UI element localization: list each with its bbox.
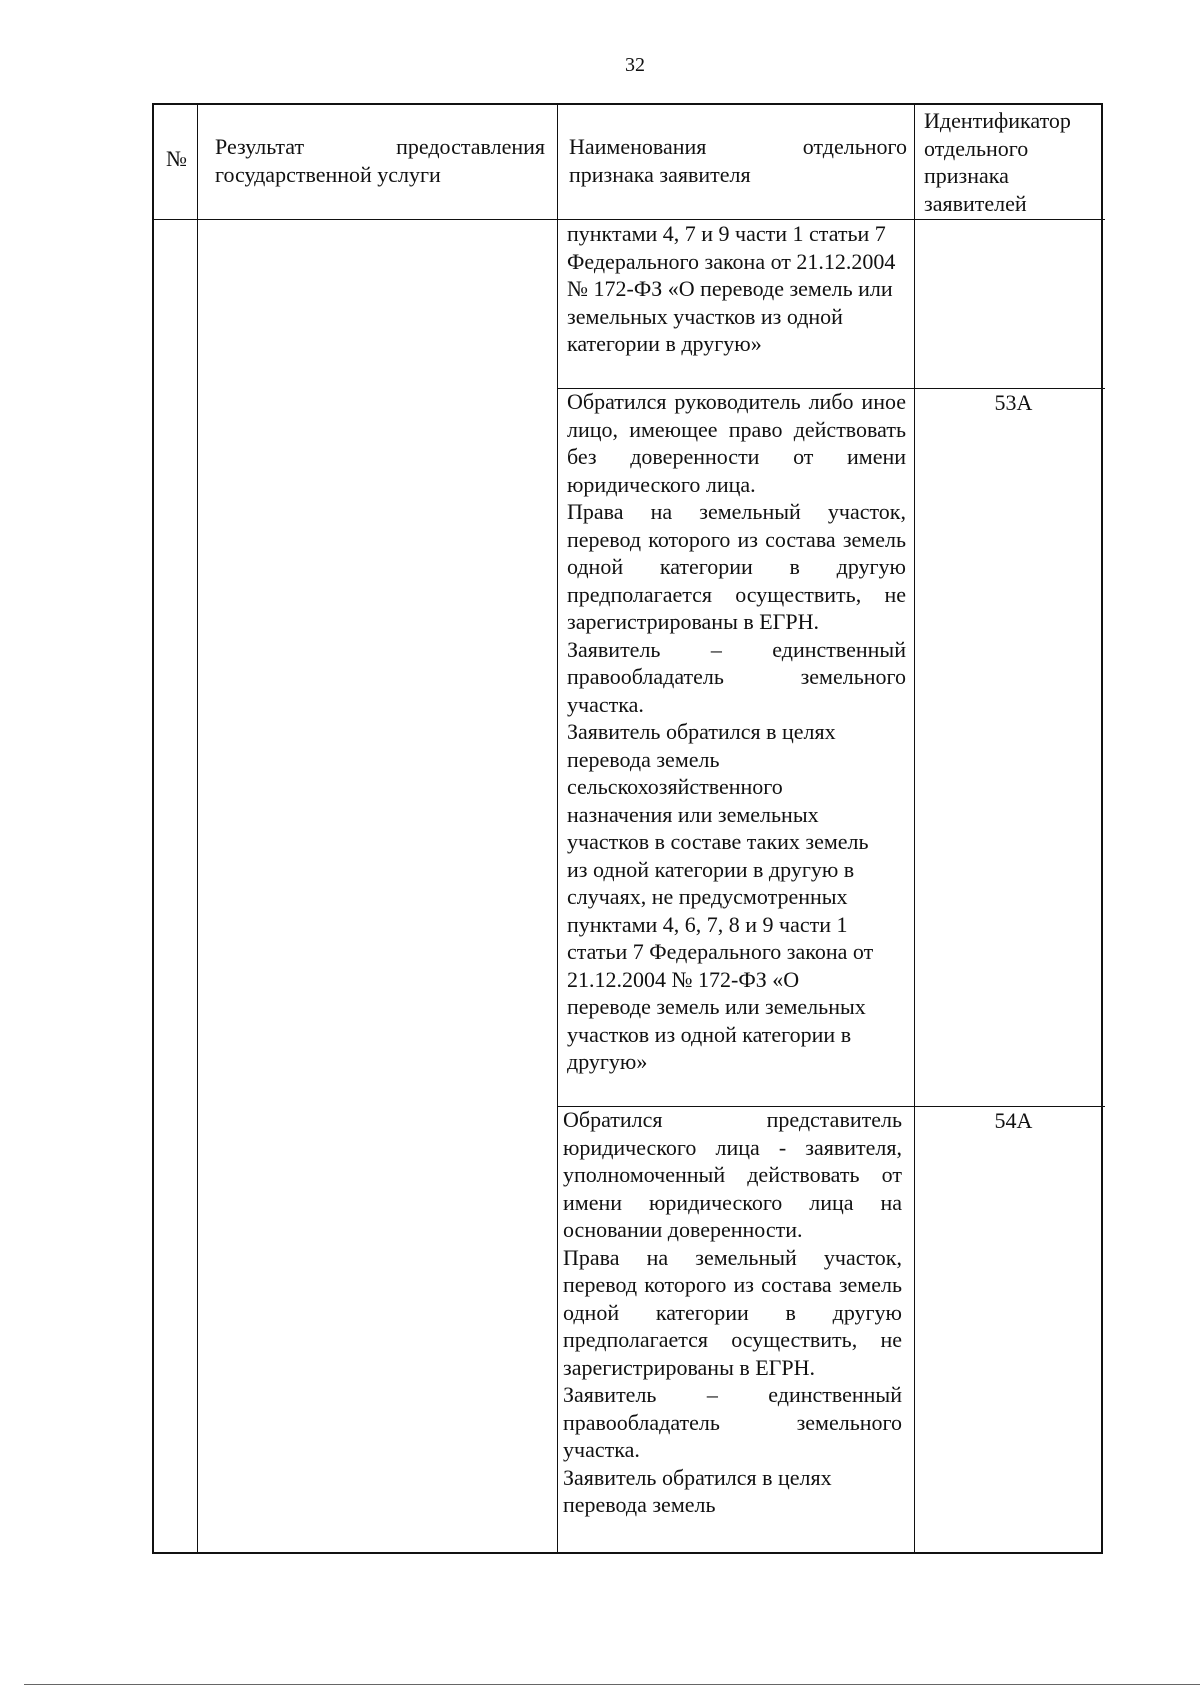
- header-feature-name-line: Наименования отдельного: [569, 134, 907, 159]
- row-54a-paragraph: Заявитель обратился в целях перевода земель: [563, 1464, 832, 1517]
- footer-rule: [24, 1684, 1200, 1685]
- header-result-line: Результат предоставления: [215, 134, 545, 159]
- row-53a-feature: [567, 388, 906, 1076]
- row-53a-paragraph: Права на земельный участок, перевод которого из состава земель одной категории в другую предполагается осуществить, не зарегистрированы в ЕГРН.: [567, 499, 906, 634]
- column-divider: [914, 105, 915, 1552]
- header-number: №: [166, 146, 187, 171]
- header-identifier-line: отдельного: [924, 135, 1029, 161]
- row-53a-paragraph: Заявитель – единственный правообладатель земельного участка.: [567, 636, 906, 717]
- row-54a-identifier: 54А: [994, 1108, 1033, 1133]
- row-54a-feature: [563, 1106, 902, 1519]
- column-divider: [197, 105, 198, 1552]
- header-identifier-line: Идентификатор: [924, 108, 1071, 133]
- header-identifier-line: заявителей: [924, 190, 1027, 216]
- header-feature-name-line: признака заявителя: [569, 161, 751, 187]
- header-identifier: [924, 107, 1099, 217]
- header-identifier-line: признака: [924, 163, 1009, 188]
- header-feature-name: [569, 133, 907, 188]
- header-result-line: государственной услуги: [215, 161, 441, 187]
- applicant-criteria-table: [152, 103, 1103, 1554]
- page-number: 32: [625, 54, 645, 76]
- row-54a-paragraph: Права на земельный участок, перевод которого из состава земель одной категории в другую предполагается осуществить, не зарегистрированы в ЕГРН.: [563, 1244, 902, 1380]
- row-53a-paragraph: Заявитель обратился в целях перевода земель сельскохозяйственного назначения или земельных участков в составе таких земель из одной категории в другую в случаях, не предусмотренных пунктами 4, 6, 7, 8 и 9 части 1 статьи 7 Федерального закона от 21.12.2004 № 172-ФЗ «О переводе земель или земельных участков из одной категории в другую»: [567, 719, 874, 1074]
- row-54a-paragraph: Обратился представитель юридического лица - заявителя, уполномоченный действовать от имени юридического лица на основании доверенности.: [563, 1107, 902, 1242]
- row-53a-paragraph: Обратился руководитель либо иное лицо, имеющее право действовать без доверенности от имени юридического лица.: [567, 389, 906, 497]
- row-53a-identifier: 53А: [994, 390, 1033, 415]
- continuation-text: пунктами 4, 7 и 9 части 1 статьи 7 Федерального закона от 21.12.2004 № 172-ФЗ «О переводе земель или земельных участков из одной категории в другую»: [567, 221, 896, 356]
- row-54a-paragraph: Заявитель – единственный правообладатель земельного участка.: [563, 1382, 902, 1462]
- header-result: [215, 133, 545, 188]
- column-divider: [557, 105, 558, 1552]
